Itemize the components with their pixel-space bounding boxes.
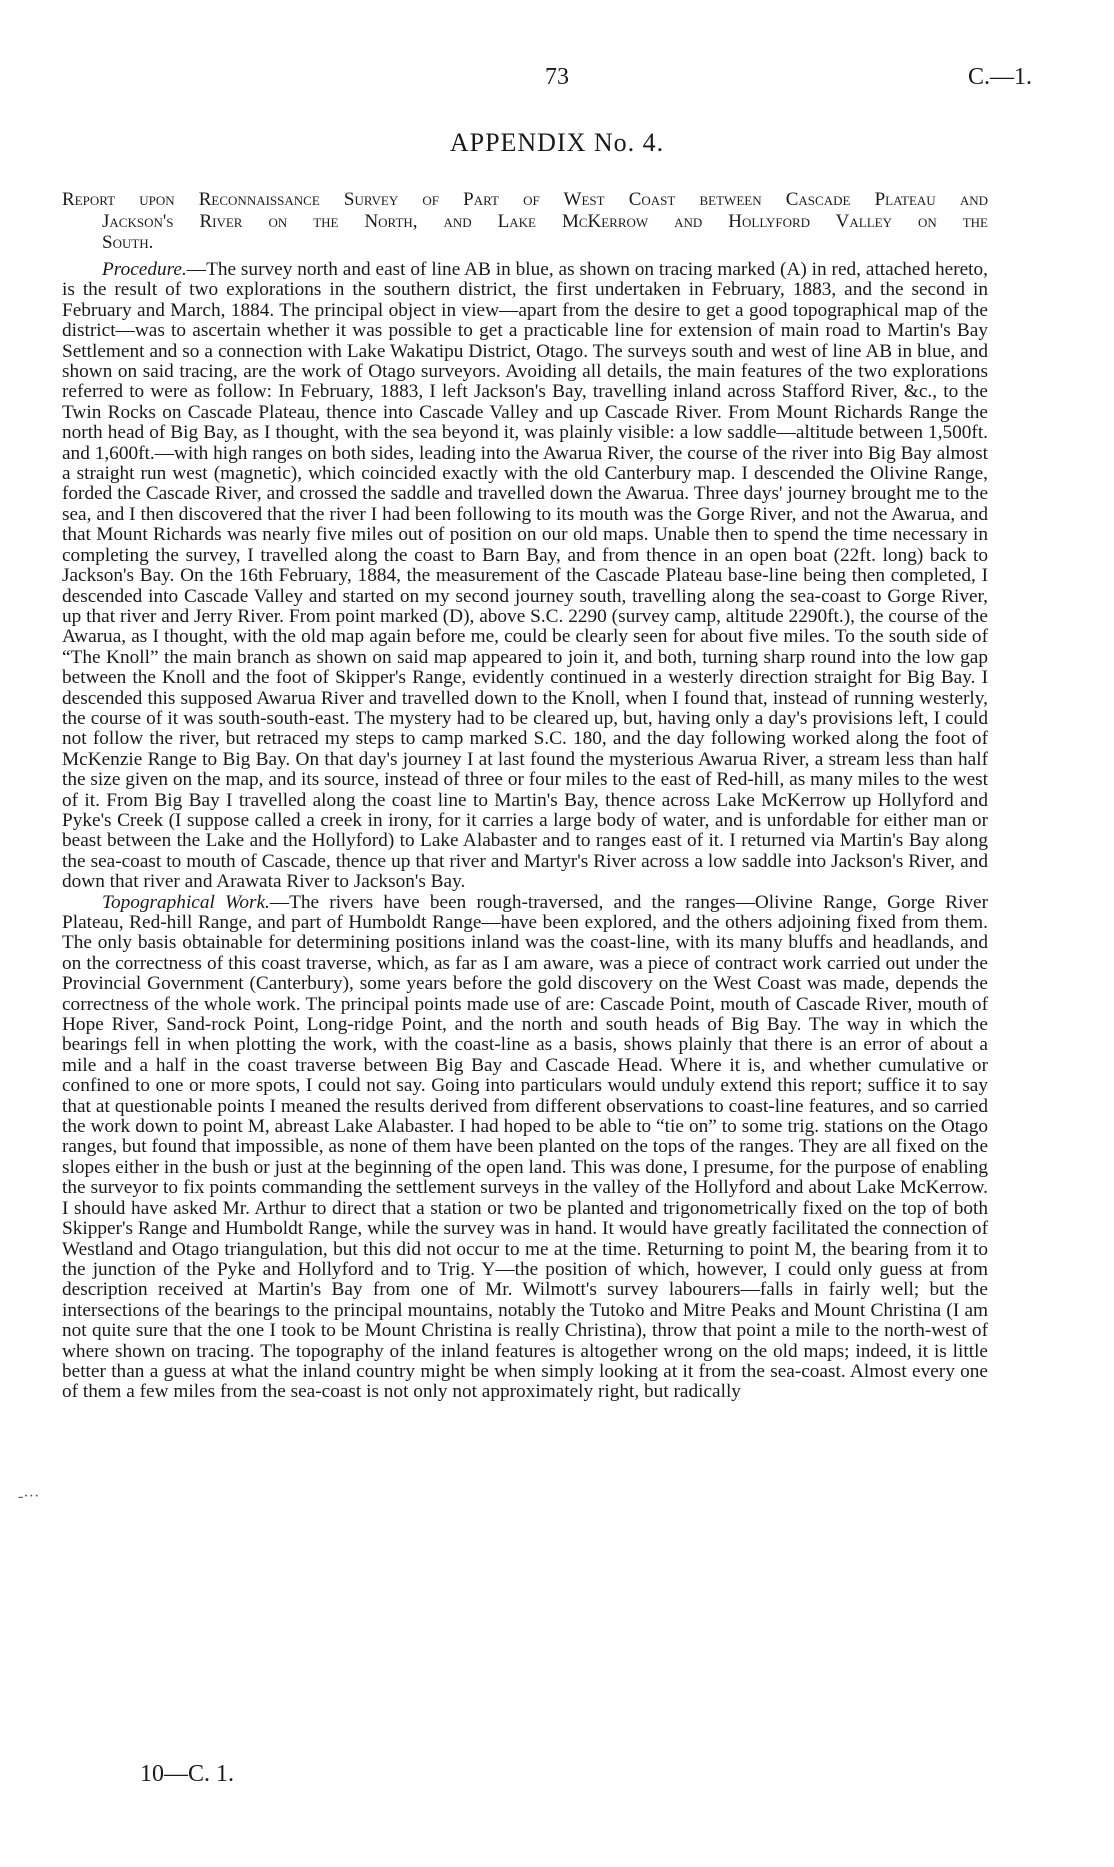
procedure-paragraph — [62, 260, 988, 893]
report-title — [62, 189, 988, 254]
page-number: 73 — [545, 64, 569, 90]
report-title-line-2: Jackson's River on the North, and Lake McKerrow and Hollyford Valley on the — [102, 210, 988, 232]
report-title-line-1: Report upon Reconnaissance Survey of Part of West Coast between Cascade Plateau and — [62, 189, 988, 210]
topographical-work-text: —The rivers have been rough-traversed, and the ranges—Olivine Range, Gorge River Plateau, Red-hill Range, and part of Humboldt Range—have been explored, and the others adjoining fixed from them. The only basis obtainable for determining positions inland was the coast-line, with its many bluffs and headlands, and on the correctness of this coast traverse, which, as far as I am aware, was a piece of contract work carried out under the Provincial Government (Canterbury), some years before the gold discovery on the West Coast was made, depends the correctness of the whole work. The principal points made use of are: Cascade Point, mouth of Cascade River, mouth of Hope River, Sand-rock Point, Long-ridge Point, and the north and south heads of Big Bay. The way in which the bearings fell in when plotting the work, with the coast-line as a basis, shows plainly that there is an error of about a mile and a half in the coast traverse between Big Bay and Cascade Head. Where it is, and whether cumulative or confined to one or more spots, I could not say. Going into particulars would unduly extend this report; suffice it to say that at questionable points I meaned the results derived from different observations to coast-line features, and so carried the work down to point M, abreast Lake Alabaster. I had hoped to be able to “tie on” to some trig. stations on the Otago ranges, but found that impossible, as none of them have been planted on the tops of the ranges. They are all fixed on the slopes either in the bush or just at the beginning of the open land. This was done, I presume, for the purpose of enabling the surveyor to fix points commanding the settlement surveys in the valley of the Hollyford and about Lake McKerrow. I should have asked Mr. Arthur to direct that a station or two be planted and trigonometrically fixed on the top of both Skipper's Range and Humboldt Range, while the survey was in hand. It would have greatly facilitated the connection of Westland and Otago triangulation, but this did not occur to me at the time. Returning to point M, the bearing from it to the junction of the Pyke and Hollyford and to Trig. Y—the position of which, however, I could only guess at from description received at Martin's Bay from one of Mr. Wilmott's survey labourers—falls in fairly well; but the intersections of the bearings to the principal mountains, notably the Tutoko and Mitre Peaks and Mount Christina (I am not quite sure that the one I took to be Mount Christina is really Christina), throw that point a mile to the north-west of where shown on tracing. The topography of the inland features is altogether wrong on the old maps; indeed, it is little better than a guess at what the inland country might be when simply looking at it from the sea-coast. Almost every one of them a few miles from the sea-coast is not only not approximately right, but radically — [62, 891, 988, 1403]
topographical-work-paragraph — [62, 893, 988, 1403]
procedure-heading: Procedure. — [102, 259, 187, 280]
margin-mark: -··· — [18, 1488, 40, 1505]
footer-signature: 10—C. 1. — [140, 1761, 235, 1787]
document-reference: C.—1. — [967, 64, 1032, 90]
report-body — [62, 260, 988, 1403]
procedure-text: —The survey north and east of line AB in blue, as shown on tracing marked (A) in red, attached hereto, is the result of two explorations in the southern district, the first undertaken in February, 1883, and the second in February and March, 1884. The principal object in view—apart from the desire to get a good topographical map of the district—was to ascertain whether it was possible to get a practicable line for extension of main road to Martin's Bay Settlement and so a connection with Lake Wakatipu District, Otago. The surveys south and west of line AB in blue, and shown on said tracing, are the work of Otago surveyors. Avoiding all details, the main features of the two explorations referred to were as follow: In February, 1883, I left Jackson's Bay, travelling inland across Stafford River, &c., to the Twin Rocks on Cascade Plateau, thence into Cascade Valley and up Cascade River. From Mount Richards Range the north head of Big Bay, as I thought, with the sea beyond it, was plainly visible: a low saddle—altitude between 1,500ft. and 1,600ft.—with high ranges on both sides, leading into the Awarua River, the course of the river into Big Bay almost a straight run west (magnetic), which coincided exactly with the old Canterbury map. I descended the Olivine Range, forded the Cascade River, and crossed the saddle and travelled down the Awarua. Three days' journey brought me to the sea, and I then discovered that the river I had been following to its mouth was the Gorge River, and not the Awarua, and that Mount Richards was nearly five miles out of position on our old maps. Unable then to spend the time necessary in completing the survey, I travelled along the coast to Barn Bay, and from thence in an open boat (22ft. long) back to Jackson's Bay. On the 16th February, 1884, the measurement of the Cascade Plateau base-line being then completed, I descended into Cascade Valley and started on my second journey south, travelling along the sea-coast to Gorge River, up that river and Jerry River. From point marked (D), above S.C. 2290 (survey camp, altitude 2290ft.), the course of the Awarua, as I thought, with the old map again before me, could be clearly seen for about five miles. To the south side of “The Knoll” the main branch as shown on said map appeared to join it, and both, turning sharp round into the low gap between the Knoll and the foot of Skipper's Range, evidently continued in a westerly direction straight for Big Bay. I descended this supposed Awarua River and travelled down to the Knoll, when I found that, instead of running westerly, the course of it was south-south-east. The mystery had to be cleared up, but, having only a day's provisions left, I could not follow the river, but retraced my steps to camp marked S.C. 180, and the day following worked along the foot of McKenzie Range to Big Bay. On that day's journey I at last found the mysterious Awarua River, a stream less than half the size given on the map, and its source, instead of three or four miles to the east of Red-hill, as many miles to the west of it. From Big Bay I travelled along the coast line to Martin's Bay, thence across Lake McKerrow up Hollyford and Pyke's Creek (I suppose called a creek in irony, for it carries a large body of water, and is unfordable for either man or beast between the Lake and the Hollyford) to Lake Alabaster and to ranges east of it. I returned via Martin's Bay along the sea-coast to mouth of Cascade, thence up that river and Martyr's River across a low saddle into Jackson's River, and down that river and Arawata River to Jackson's Bay. — [62, 259, 988, 893]
topographical-work-heading: Topographical Work. — [102, 891, 270, 913]
appendix-title: APPENDIX No. 4. — [449, 128, 665, 157]
report-title-line-3: South. — [102, 232, 154, 253]
